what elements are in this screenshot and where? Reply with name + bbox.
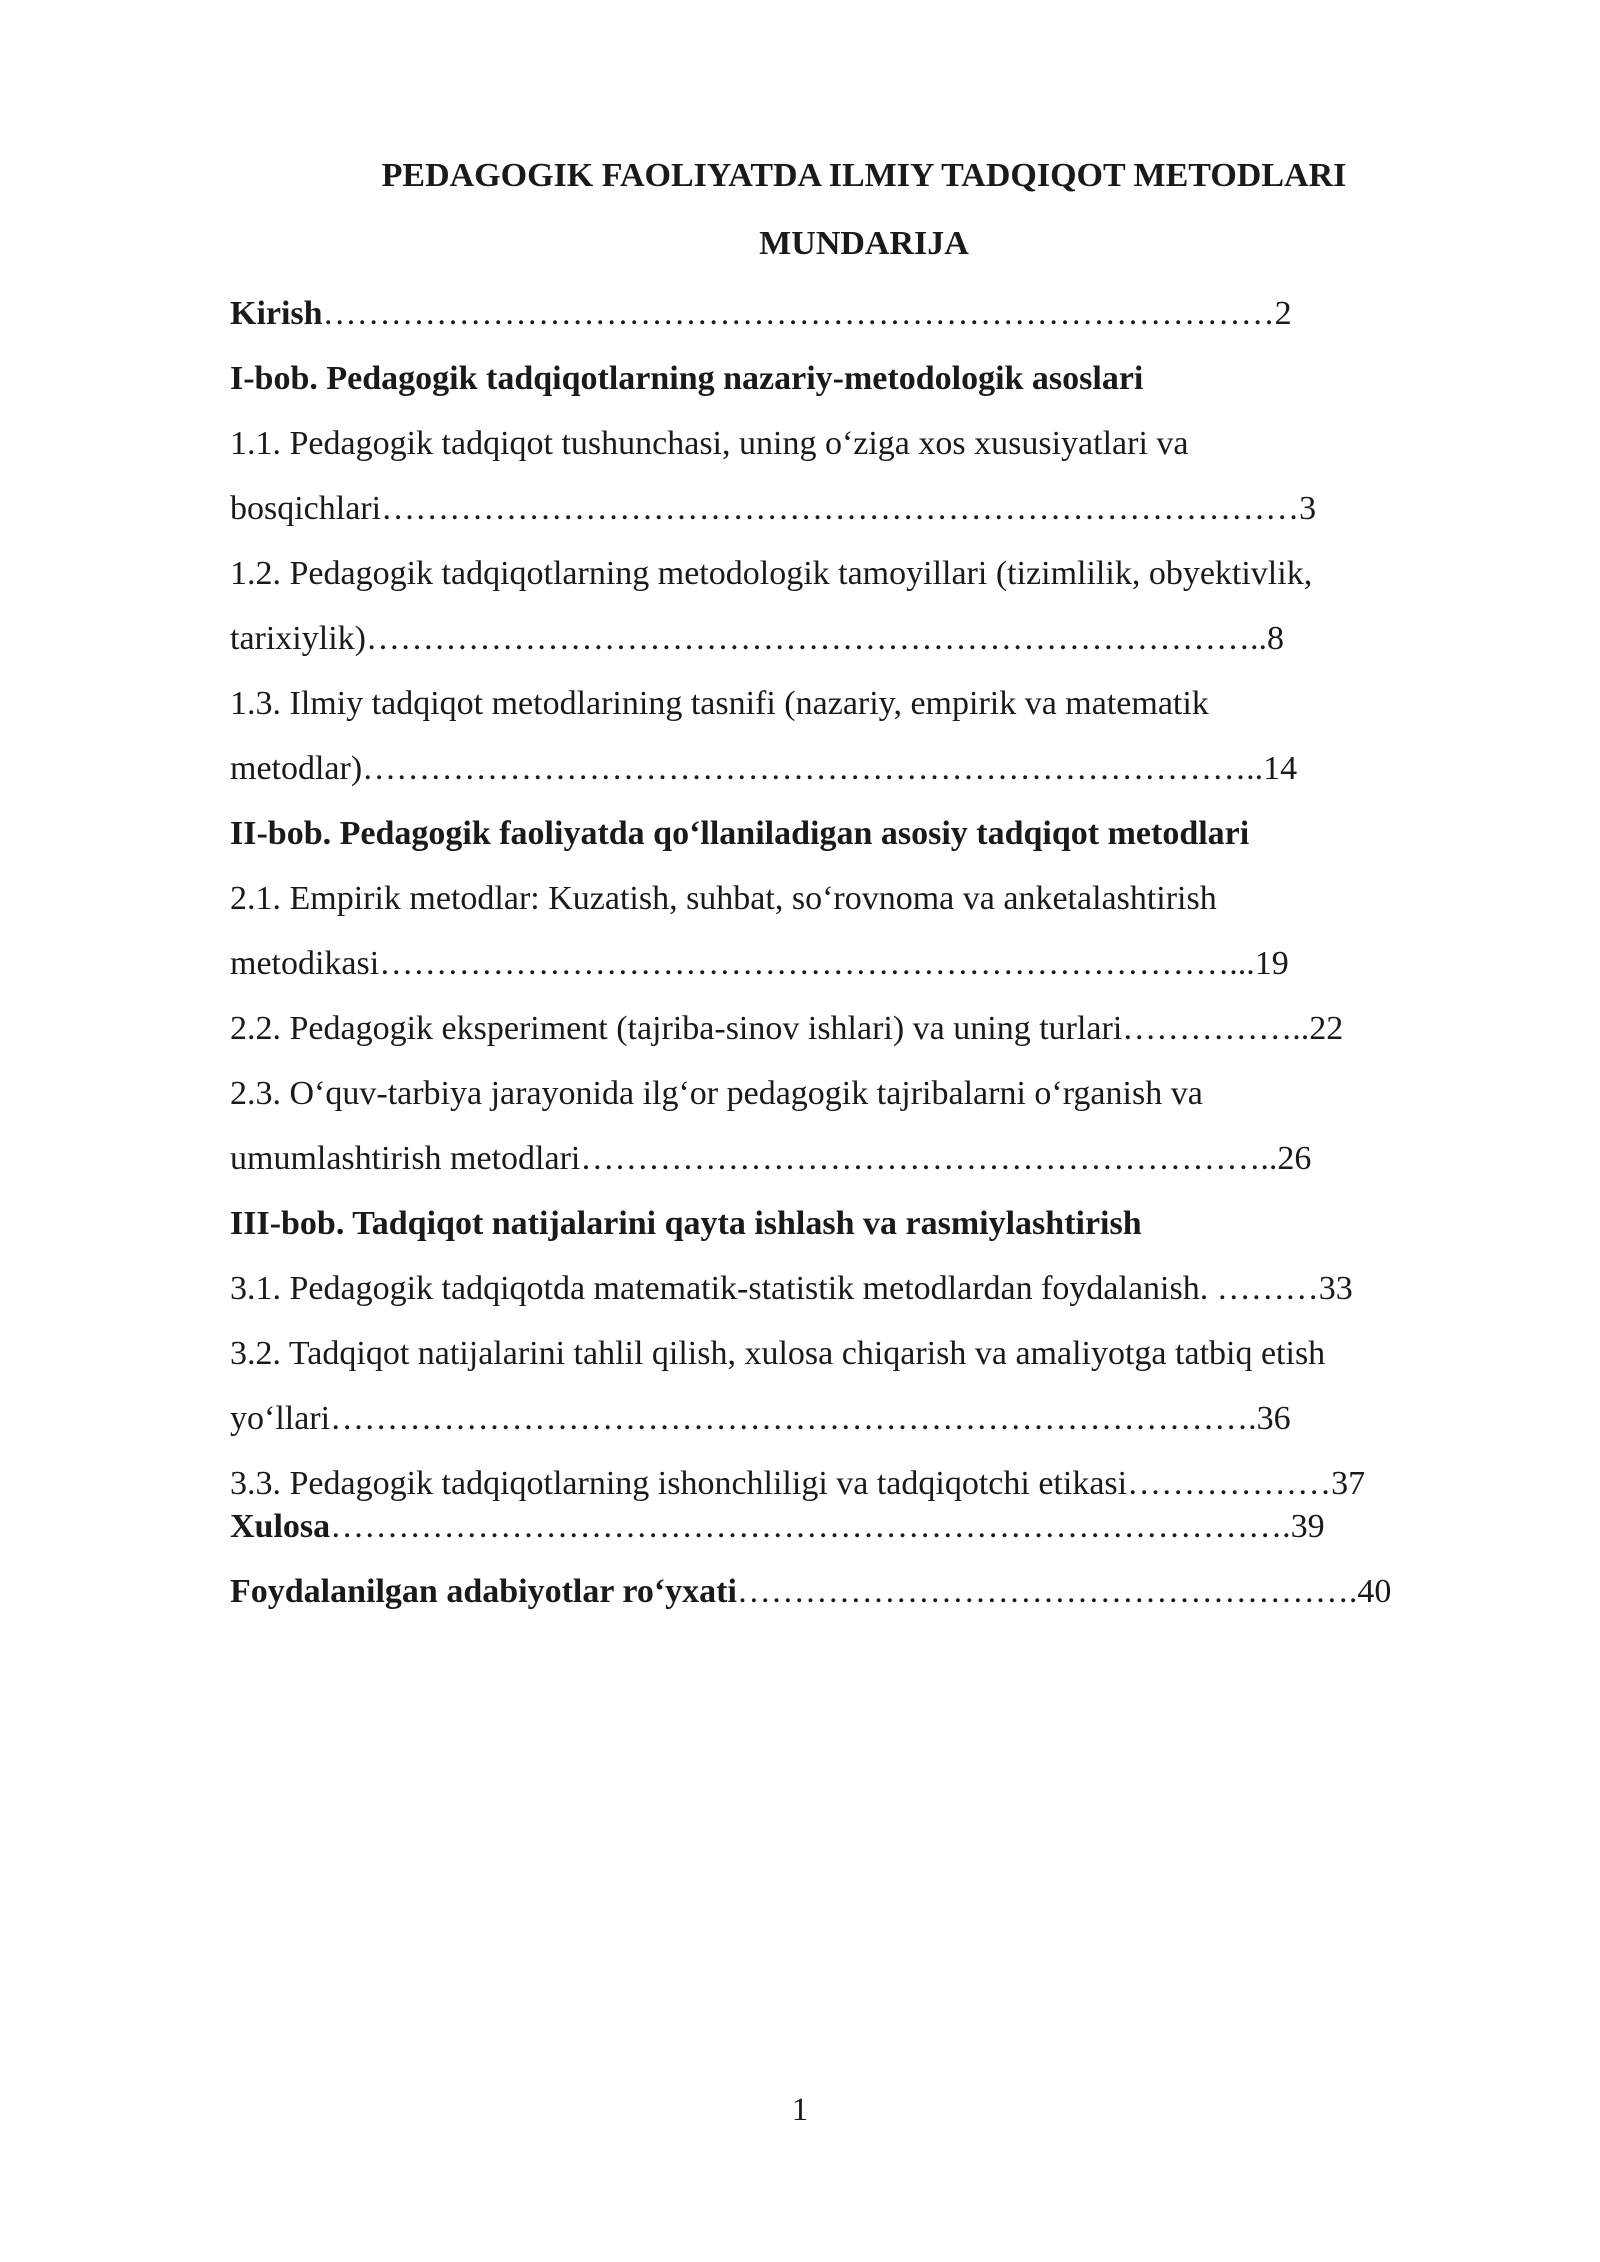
toc-entry-1-1-line1[interactable]: 1.1. Pedagogik tadqiqot tushunchasi, uning o‘ziga xos xususiyatlari va xyxy=(230,425,1189,462)
toc-entry-3-3[interactable]: 3.3. Pedagogik tadqiqotlarning ishonchliligi va tadqiqotchi etikasi………………37 xyxy=(230,1465,1366,1502)
toc-entry-1-3-line2[interactable]: metodlar)……………………………………………………………………..14 xyxy=(230,750,1298,787)
toc-entry-2-3-line1[interactable]: 2.3. O‘quv-tarbiya jarayonida ilg‘or pedagogik tajribalarni o‘rganish va xyxy=(230,1075,1203,1112)
toc-entry-2-3-line2[interactable]: umumlashtirish metodlari……………………………………………………..26 xyxy=(230,1140,1312,1177)
toc-entry-3-2-line1[interactable]: 3.2. Tadqiqot natijalarini tahlil qilish, xulosa chiqarish va amaliyotga tatbiq etish xyxy=(230,1335,1326,1372)
table-of-contents xyxy=(230,290,1498,1633)
toc-entry-3-2-line2[interactable]: yo‘llari……………………………………………………………………….36 xyxy=(230,1400,1291,1437)
toc-entry-references[interactable] xyxy=(230,1568,1498,1633)
toc-entry-2-1-line2[interactable]: metodikasi…………………………………………………………………...19 xyxy=(230,945,1289,982)
toc-entry-kirish[interactable] xyxy=(230,290,1498,355)
toc-entry-leader: …………………………………………………………………………2 xyxy=(322,295,1292,332)
toc-entry-1-1-line2[interactable]: bosqichlari………………………………………………………………………3 xyxy=(230,490,1317,527)
toc-entry-label: Kirish xyxy=(230,295,323,332)
toc-heading: MUNDARIJA xyxy=(759,225,969,262)
toc-entry-1-2-line2[interactable]: tarixiylik)……………………………………………………………………..8 xyxy=(230,620,1284,657)
toc-entry-2-2[interactable]: 2.2. Pedagogik eksperiment (tajriba-sinov ishlari) va uning turlari……………..22 xyxy=(230,1010,1344,1047)
toc-chapter-1[interactable]: I-bob. Pedagogik tadqiqotlarning nazariy-metodologik asoslari xyxy=(230,360,1144,397)
toc-entry-2-1-line1[interactable]: 2.1. Empirik metodlar: Kuzatish, suhbat, so‘rovnoma va anketalashtirish xyxy=(230,880,1217,917)
toc-chapter-3[interactable]: III-bob. Tadqiqot natijalarini qayta ishlash va rasmiylashtirish xyxy=(230,1205,1142,1242)
toc-entry-leader: ………………………………………………………………………….39 xyxy=(330,1508,1325,1545)
toc-entry-xulosa[interactable] xyxy=(230,1503,1498,1568)
toc-chapter-2[interactable]: II-bob. Pedagogik faoliyatda qo‘llaniladigan asosiy tadqiqot metodlari xyxy=(230,815,1250,852)
toc-entry-leader: ……………………………………………….40 xyxy=(736,1573,1392,1610)
toc-entry-3-1[interactable]: 3.1. Pedagogik tadqiqotda matematik-statistik metodlardan foydalanish. ………33 xyxy=(230,1270,1353,1307)
toc-entry-label: Foydalanilgan adabiyotlar ro‘yxati xyxy=(230,1573,737,1610)
toc-entry-1-3-line1[interactable]: 1.3. Ilmiy tadqiqot metodlarining tasnifi (nazariy, empirik va matematik xyxy=(230,685,1209,722)
toc-entry-1-2-line1[interactable]: 1.2. Pedagogik tadqiqotlarning metodologik tamoyillari (tizimlilik, obyektivlik, xyxy=(230,555,1313,592)
toc-entry-label: Xulosa xyxy=(230,1508,331,1545)
page-number: 1 xyxy=(791,2092,809,2128)
document-title: PEDAGOGIK FAOLIYATDA ILMIY TADQIQOT METODLARI xyxy=(381,157,1347,194)
